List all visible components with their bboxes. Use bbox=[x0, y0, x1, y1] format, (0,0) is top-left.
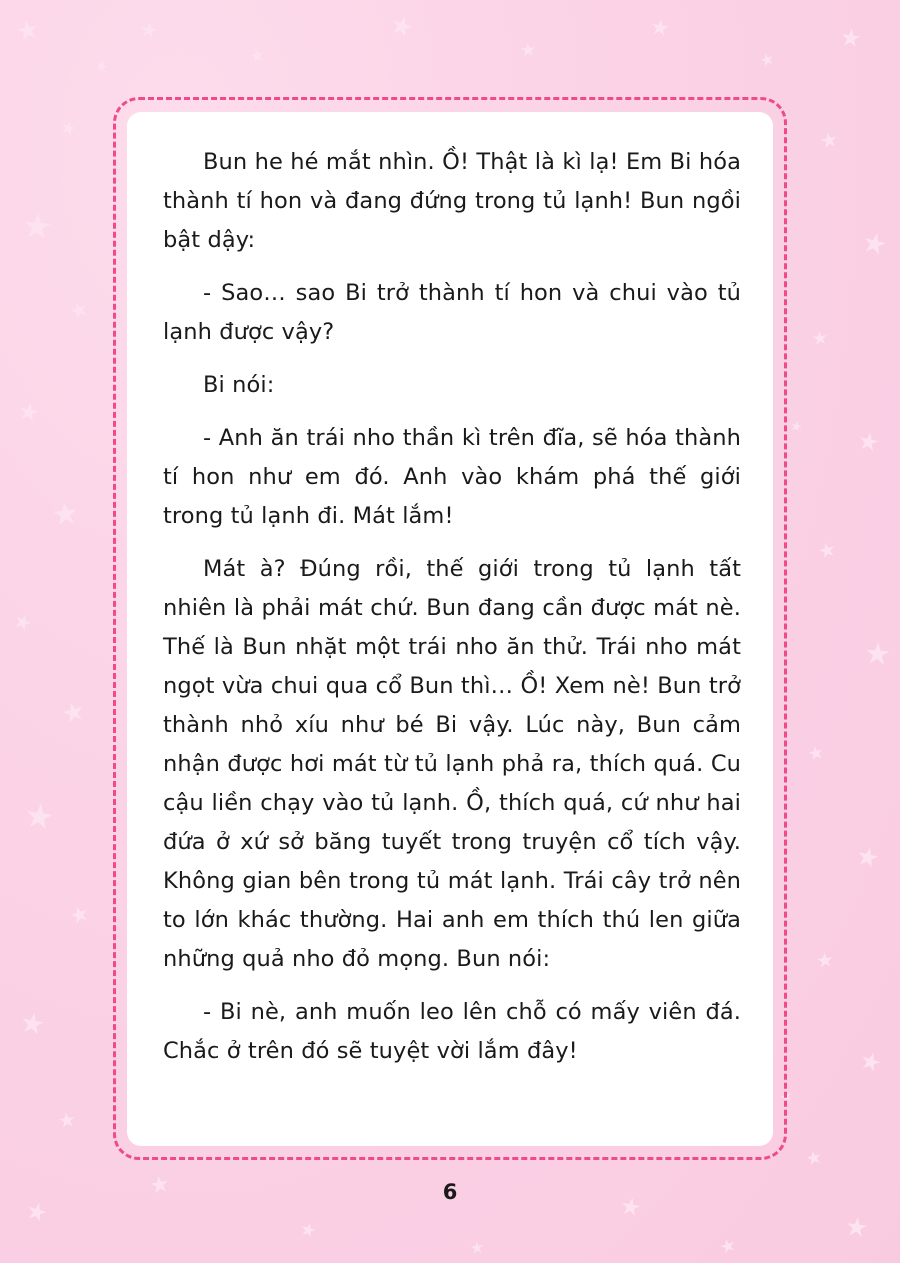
star-icon: ★ bbox=[58, 695, 89, 731]
star-icon: ★ bbox=[148, 1171, 172, 1200]
star-icon: ★ bbox=[648, 14, 672, 43]
star-icon: ★ bbox=[788, 417, 805, 437]
paragraph: Mát à? Đúng rồi, thế giới trong tủ lạnh tất nhiên là phải mát chứ. Bun đang cần được mát nè. Thế là Bun nhặt một trái nho ăn thử. Trái nho mát ngọt vừa chui qua cổ Bun thì… Ồ! Xem nè! Bun trở thành nhỏ xíu như bé Bi vậy. Lúc này, Bun cảm nhận được hơi mát từ tủ lạnh phả ra, thích quá. Cu cậu liền chạy vào tủ lạnh. Ồ, thích quá, cứ như hai đứa ở xứ sở băng tuyết trong truyện cổ tích vậy. Không gian bên trong tủ mát lạnh. Trái cây trở nên to lớn khác thường. Hai anh em thích thú len giữa những quả nho đỏ mọng. Bun nói: bbox=[163, 556, 741, 972]
star-icon: ★ bbox=[92, 57, 110, 77]
star-icon: ★ bbox=[843, 1211, 871, 1245]
paragraph: - Anh ăn trái nho thần kì trên đĩa, sẽ hóa thành tí hon như em đó. Anh vào khám phá thế giới trong tủ lạnh đi. Mát lắm! bbox=[163, 425, 741, 529]
star-icon: ★ bbox=[716, 1234, 739, 1260]
star-icon: ★ bbox=[617, 1191, 644, 1223]
star-icon: ★ bbox=[297, 1218, 319, 1243]
star-icon: ★ bbox=[838, 22, 863, 54]
paragraph: - Bi nè, anh muốn leo lên chỗ có mấy viên đá. Chắc ở trên đó sẽ tuyệt vời lắm đây! bbox=[163, 999, 741, 1064]
star-icon: ★ bbox=[852, 840, 883, 876]
star-icon: ★ bbox=[50, 495, 81, 534]
paragraph: Bi nói: bbox=[203, 372, 275, 398]
star-icon: ★ bbox=[56, 1106, 78, 1134]
star-icon: ★ bbox=[20, 205, 55, 249]
star-icon: ★ bbox=[810, 327, 830, 350]
star-icon: ★ bbox=[862, 636, 893, 673]
star-icon: ★ bbox=[66, 295, 92, 325]
star-icon: ★ bbox=[248, 44, 267, 67]
star-icon: ★ bbox=[519, 39, 537, 62]
star-icon: ★ bbox=[856, 1045, 886, 1079]
star-icon: ★ bbox=[13, 14, 42, 48]
star-icon: ★ bbox=[806, 741, 826, 766]
star-icon: ★ bbox=[803, 1146, 825, 1171]
paragraph: - Sao… sao Bi trở thành tí hon và chui vào tủ lạnh được vậy? bbox=[163, 280, 741, 345]
star-icon: ★ bbox=[15, 396, 43, 428]
page-number: 6 bbox=[442, 1180, 458, 1204]
story-text bbox=[163, 143, 741, 1118]
star-icon: ★ bbox=[468, 1237, 486, 1258]
star-icon: ★ bbox=[815, 536, 839, 564]
star-icon: ★ bbox=[10, 607, 36, 637]
star-icon: ★ bbox=[858, 224, 891, 263]
star-icon: ★ bbox=[21, 795, 58, 839]
star-icon: ★ bbox=[818, 126, 840, 154]
star-icon: ★ bbox=[385, 9, 418, 45]
star-icon: ★ bbox=[777, 1087, 795, 1107]
star-icon: ★ bbox=[757, 48, 777, 71]
star-icon: ★ bbox=[57, 116, 79, 141]
star-icon: ★ bbox=[17, 1005, 48, 1042]
paragraph: Bun he hé mắt nhìn. Ồ! Thật là kì lạ! Em Bi hóa thành tí hon và đang đứng trong tủ lạnh! Bun ngồi bật dậy: bbox=[163, 149, 741, 253]
star-icon: ★ bbox=[138, 16, 160, 44]
star-icon: ★ bbox=[855, 426, 882, 458]
star-icon: ★ bbox=[22, 1195, 51, 1229]
star-icon: ★ bbox=[66, 900, 93, 931]
star-icon: ★ bbox=[814, 947, 836, 973]
